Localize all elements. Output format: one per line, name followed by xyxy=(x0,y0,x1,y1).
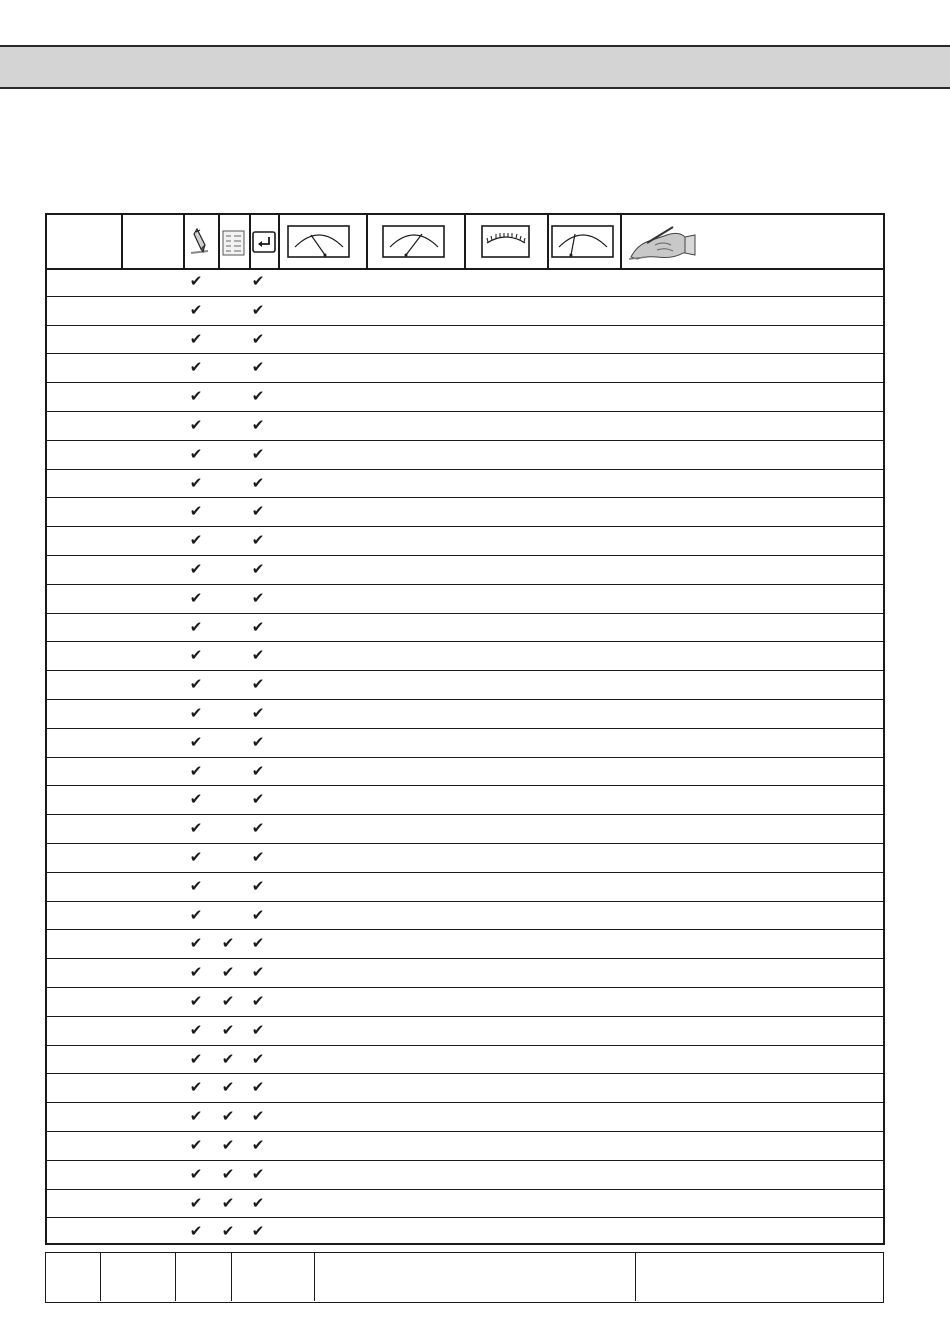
check-mark: ✔ xyxy=(251,1078,265,1097)
check-mark: ✔ xyxy=(251,300,265,319)
column-divider xyxy=(183,215,185,268)
check-mark: ✔ xyxy=(221,1193,235,1212)
table-row xyxy=(47,441,883,470)
writing-hand-icon xyxy=(627,223,699,263)
meter-center-icon xyxy=(551,225,615,259)
check-mark: ✔ xyxy=(189,963,203,982)
table-row xyxy=(47,1190,883,1219)
check-mark: ✔ xyxy=(251,1049,265,1068)
table-row xyxy=(47,1132,883,1161)
column-divider xyxy=(121,215,123,268)
table-row xyxy=(47,1046,883,1075)
check-mark: ✔ xyxy=(251,272,265,290)
check-mark: ✔ xyxy=(189,617,203,636)
check-mark: ✔ xyxy=(251,502,265,521)
check-mark: ✔ xyxy=(189,1107,203,1126)
check-mark: ✔ xyxy=(189,1135,203,1154)
check-mark: ✔ xyxy=(189,1193,203,1212)
table-row xyxy=(47,1017,883,1046)
column-divider xyxy=(547,215,549,268)
maintenance-table xyxy=(45,213,885,1245)
check-mark: ✔ xyxy=(221,963,235,982)
check-mark: ✔ xyxy=(251,588,265,607)
table-row xyxy=(47,1074,883,1103)
column-divider xyxy=(278,215,280,268)
check-mark: ✔ xyxy=(221,1222,235,1241)
check-mark: ✔ xyxy=(221,1135,235,1154)
check-mark: ✔ xyxy=(251,905,265,924)
table-row xyxy=(47,930,883,959)
table-row xyxy=(47,700,883,729)
check-mark: ✔ xyxy=(189,790,203,809)
table-row xyxy=(47,1218,883,1247)
table-header-row xyxy=(47,215,883,270)
check-mark: ✔ xyxy=(221,1049,235,1068)
table-row xyxy=(47,815,883,844)
meter-low-icon xyxy=(287,225,351,259)
spec-sheet-icon xyxy=(221,229,247,257)
check-mark: ✔ xyxy=(251,1222,265,1241)
check-mark: ✔ xyxy=(221,1107,235,1126)
check-mark: ✔ xyxy=(251,876,265,895)
check-mark: ✔ xyxy=(189,1049,203,1068)
footer-box xyxy=(45,1252,884,1303)
check-mark: ✔ xyxy=(251,675,265,694)
check-mark: ✔ xyxy=(189,1020,203,1039)
column-divider xyxy=(620,215,622,268)
footer-cell xyxy=(176,1253,232,1301)
table-row xyxy=(47,959,883,988)
title-band xyxy=(0,45,950,89)
check-mark: ✔ xyxy=(189,559,203,578)
check-mark: ✔ xyxy=(189,819,203,838)
check-mark: ✔ xyxy=(221,934,235,953)
check-mark: ✔ xyxy=(251,617,265,636)
check-mark: ✔ xyxy=(189,531,203,550)
table-row xyxy=(47,1161,883,1190)
check-mark: ✔ xyxy=(251,703,265,722)
table-row xyxy=(47,729,883,758)
check-mark: ✔ xyxy=(221,1164,235,1183)
table-row xyxy=(47,268,883,297)
table-row xyxy=(47,585,883,614)
table-row xyxy=(47,671,883,700)
check-mark: ✔ xyxy=(251,387,265,406)
footer-cell xyxy=(315,1253,636,1301)
table-row xyxy=(47,326,883,355)
table-row xyxy=(47,844,883,873)
check-mark: ✔ xyxy=(189,329,203,348)
check-mark: ✔ xyxy=(189,502,203,521)
check-mark: ✔ xyxy=(189,761,203,780)
check-mark: ✔ xyxy=(251,1020,265,1039)
check-mark: ✔ xyxy=(251,1164,265,1183)
check-mark: ✔ xyxy=(251,991,265,1010)
check-mark: ✔ xyxy=(189,991,203,1010)
pencil-icon xyxy=(188,225,214,257)
check-mark: ✔ xyxy=(189,1164,203,1183)
check-mark: ✔ xyxy=(189,934,203,953)
check-mark: ✔ xyxy=(251,329,265,348)
column-divider xyxy=(366,215,368,268)
check-mark: ✔ xyxy=(189,444,203,463)
table-row xyxy=(47,758,883,787)
table-row xyxy=(47,470,883,499)
check-mark: ✔ xyxy=(251,531,265,550)
table-row xyxy=(47,902,883,931)
table-row xyxy=(47,354,883,383)
check-mark: ✔ xyxy=(251,963,265,982)
check-mark: ✔ xyxy=(251,934,265,953)
check-mark: ✔ xyxy=(251,847,265,866)
check-mark: ✔ xyxy=(189,876,203,895)
column-divider xyxy=(464,215,466,268)
check-mark: ✔ xyxy=(221,991,235,1010)
check-mark: ✔ xyxy=(221,1020,235,1039)
table-row xyxy=(47,383,883,412)
table-row xyxy=(47,786,883,815)
check-mark: ✔ xyxy=(189,588,203,607)
check-mark: ✔ xyxy=(189,1222,203,1241)
column-divider xyxy=(249,215,251,268)
table-body xyxy=(47,268,883,1247)
check-mark: ✔ xyxy=(189,415,203,434)
check-mark: ✔ xyxy=(251,1135,265,1154)
check-mark: ✔ xyxy=(189,358,203,377)
check-mark: ✔ xyxy=(251,358,265,377)
check-mark: ✔ xyxy=(251,1193,265,1212)
meter-scale-icon xyxy=(481,225,531,259)
check-mark: ✔ xyxy=(189,847,203,866)
enter-key-icon xyxy=(252,231,276,253)
check-mark: ✔ xyxy=(251,1107,265,1126)
table-row xyxy=(47,527,883,556)
footer-cell xyxy=(101,1253,176,1301)
table-row xyxy=(47,412,883,441)
footer-cell xyxy=(232,1253,315,1301)
check-mark: ✔ xyxy=(189,272,203,290)
table-row xyxy=(47,988,883,1017)
check-mark: ✔ xyxy=(251,473,265,492)
table-row xyxy=(47,556,883,585)
check-mark: ✔ xyxy=(189,905,203,924)
table-row xyxy=(47,614,883,643)
table-row xyxy=(47,642,883,671)
check-mark: ✔ xyxy=(251,761,265,780)
check-mark: ✔ xyxy=(189,703,203,722)
check-mark: ✔ xyxy=(251,732,265,751)
footer-cell xyxy=(46,1253,101,1301)
column-divider xyxy=(218,215,220,268)
check-mark: ✔ xyxy=(189,646,203,665)
check-mark: ✔ xyxy=(251,444,265,463)
table-row xyxy=(47,297,883,326)
check-mark: ✔ xyxy=(189,387,203,406)
check-mark: ✔ xyxy=(251,559,265,578)
table-row xyxy=(47,1103,883,1132)
check-mark: ✔ xyxy=(189,300,203,319)
check-mark: ✔ xyxy=(189,473,203,492)
check-mark: ✔ xyxy=(251,415,265,434)
check-mark: ✔ xyxy=(189,675,203,694)
check-mark: ✔ xyxy=(189,1078,203,1097)
table-row xyxy=(47,498,883,527)
check-mark: ✔ xyxy=(189,732,203,751)
meter-high-icon xyxy=(382,225,446,259)
table-row xyxy=(47,873,883,902)
check-mark: ✔ xyxy=(251,819,265,838)
check-mark: ✔ xyxy=(251,646,265,665)
check-mark: ✔ xyxy=(251,790,265,809)
check-mark: ✔ xyxy=(221,1078,235,1097)
